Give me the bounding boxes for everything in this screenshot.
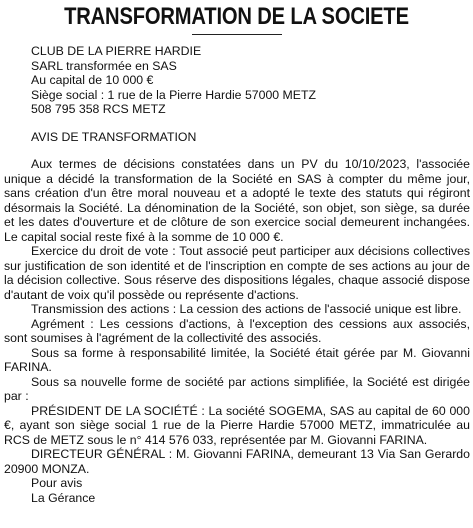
company-name: CLUB DE LA PIERRE HARDIE — [31, 44, 202, 58]
title-underline — [192, 34, 282, 35]
notice-title: TRANSFORMATION DE LA SOCIETE — [64, 3, 409, 30]
paragraph-new-management: Sous sa nouvelle forme de société par actions simplifiée, la Société est dirigée par : — [4, 374, 470, 403]
paragraph-approval: Agrément : Les cessions d'actions, à l'exception des cessions aux associés, sont soumises à l'agrément de la collectivité des associés. — [4, 316, 470, 345]
paragraph-decisions: Aux termes de décisions constatées dans un PV du 10/10/2023, l'associée unique a décidé la transformation de la Société en SAS à compter du même jour, sans création d'un être moral nouveau et a adopté le texte des statuts qui régiront désormais la Société. La dénomination de la Société, son objet, son siège, sa durée et les dates d'ouverture et de clôture de son exercice social demeurent inchangées. Le capital social reste fixé à la somme de 10 000 €. — [4, 157, 470, 244]
paragraph-share-transfer: Transmission des actions : La cession des actions de l'associé unique est libre. — [31, 302, 462, 316]
closing-line-2: La Gérance — [31, 490, 96, 505]
spacer — [4, 117, 470, 130]
paragraph-voting-rights: Exercice du droit de vote : Tout associé peut participer aux décisions collectives sur justification de son identité et de l'inscription en compte de ses actions au jour de la décision collective. Sous réserve des dispositions légales, chaque associé dispose d'autant de voix qu'il possède ou représente d'actions. — [4, 244, 470, 302]
company-capital: Au capital de 10 000 € — [31, 73, 154, 87]
company-address: Siège social : 1 rue de la Pierre Hardie 57000 METZ — [31, 87, 317, 102]
notice-subtitle: AVIS DE TRANSFORMATION — [31, 129, 197, 144]
paragraph-former-management: Sous sa forme à responsabilité limitée, la Société était gérée par M. Giovanni FARINA. — [4, 345, 470, 374]
paragraph-president: PRÉSIDENT DE LA SOCIÉTÉ : La société SOGEMA, SAS au capital de 60 000 €, ayant son siège social 1 rue de la Pierre Hardie 57000 METZ, immatriculée au RCS de METZ sous le n° 414 576 033, représentée par M. Giovanni FARINA. — [4, 403, 470, 447]
paragraph-general-director: DIRECTEUR GÉNÉRAL : M. Giovanni FARINA, demeurant 13 Via San Gerardo 20900 MONZA. — [4, 447, 470, 476]
company-form: SARL transformée en SAS — [31, 58, 177, 73]
spacer — [4, 144, 470, 157]
company-registration: 508 795 358 RCS METZ — [31, 102, 166, 116]
closing-line-1: Pour avis — [31, 476, 83, 490]
company-header — [4, 44, 470, 117]
notice-body — [4, 44, 470, 505]
